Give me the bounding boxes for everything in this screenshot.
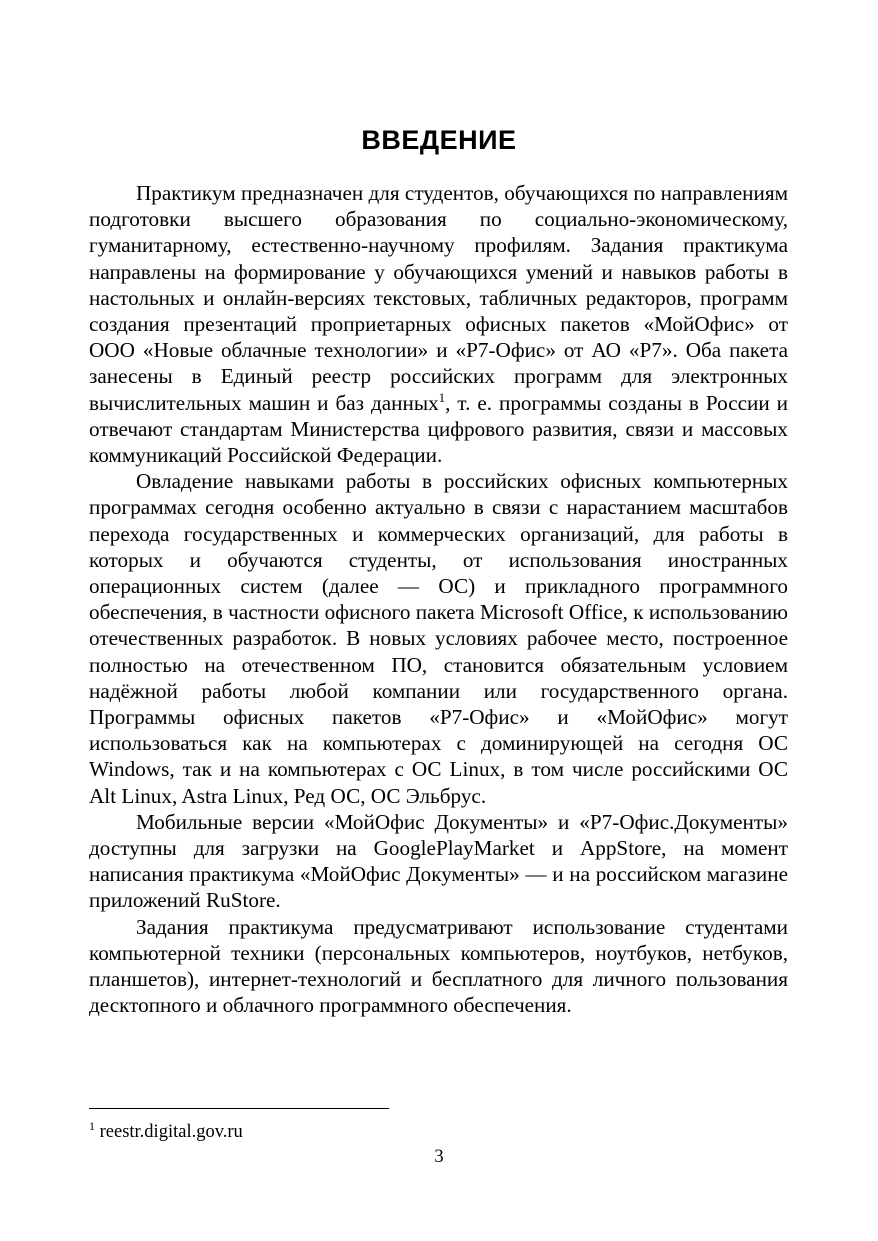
paragraph-1-text-continued: , т. е. программы созданы в России и отвечают стандартам Министерства цифрового развития, связи и массовых коммуникаций Российской Федерации. xyxy=(89,390,788,468)
footnote-divider xyxy=(89,1108,389,1109)
footnote xyxy=(89,1118,243,1143)
paragraph-1-text: Практикум предназначен для студентов, обучающихся по направлениям подготовки высшего образования по социально-экономическому, гуманитарному, естественно-научному профилям. Задания практикума направлены на формирование у обучающихся умений и навыков работы в настольных и онлайн-версиях текстовых, табличных редакторов, программ создания презентаций проприетарных офисных пакетов «МойОфис» от ООО «Новые облачные технологии» и «Р7-Офис» от АО «Р7». Оба пакета занесены в Единый реестр российских программ для электронных вычислительных машин и баз данных xyxy=(89,181,788,415)
paragraph-3: Мобильные версии «МойОфис Документы» и «Р7-Офис.Документы» доступны для загрузки на GooglePlayMarket и AppStore, на момент написания практикума «МойОфис Документы» — и на российском магазине приложений RuStore. xyxy=(89,809,788,913)
page-number: 3 xyxy=(434,1147,444,1167)
paragraph-4: Задания практикума предусматривают использование студентами компьютерной техники (персональных компьютеров, ноутбуков, нетбуков, планшетов), интернет-технологий и бесплатного для личного пользования десктопного и облачного программного обеспечения. xyxy=(89,914,788,1018)
footnote-reference: 1 xyxy=(438,389,446,405)
paragraph-2: Овладение навыками работы в российских офисных компьютерных программах сегодня особенно актуально в связи с нарастанием масштабов перехода государственных и коммерческих организаций, для работы в которых и обучаются студенты, от использования иностранных операционных систем (далее — ОС) и прикладного программного обеспечения, в частности офисного пакета Microsoft Office, к использованию отечественных разработок. В новых условиях рабочее место, построенное полностью на отечественном ПО, становится обязательным условием надёжной работы любой компании или государственного органа. Программы офисных пакетов «Р7-Офис» и «МойОфис» могут использоваться как на компьютерах с доминирующей на сегодня ОС Windows, так и на компьютерах с ОС Linux, в том числе российскими ОС Alt Linux, Astra Linux, Ред ОС, ОС Эльбрус. xyxy=(89,469,788,808)
footnote-marker: 1 xyxy=(89,1118,95,1133)
footnote-text: reestr.digital.gov.ru xyxy=(95,1122,243,1142)
body-text xyxy=(89,180,788,1019)
page-title: ВВЕДЕНИЕ xyxy=(361,125,517,155)
paragraph-1 xyxy=(89,180,788,468)
